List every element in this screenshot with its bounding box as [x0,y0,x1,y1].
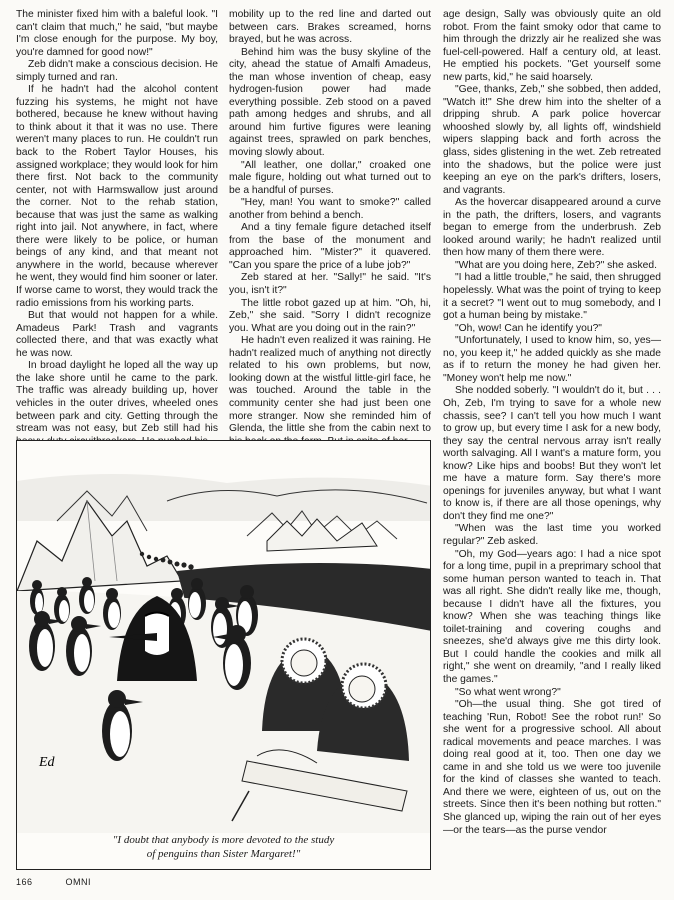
paragraph: The little robot gazed up at him. "Oh, hi, Zeb," she said. "Sorry I didn't recognize you. What are you doing out in the rain?" [229,297,431,334]
article-column-2 [229,9,431,448]
cartoon-caption [17,833,430,861]
cartoon-illustration [17,441,431,870]
page-footer [16,877,121,887]
iceberg-right [267,519,377,551]
article-column-3 [443,9,661,837]
page-number: 166 [16,877,33,887]
paragraph: "What are you doing here, Zeb?" she asked. [455,259,657,271]
artist-signature: Ed [39,755,55,770]
paragraph: He hadn't even realized it was raining. He hadn't realized much of anything not directly related to his own problems, but now, looking down at the wistful little-girl face, he was touched. Around the table in the community center she had just been one more stranger. Now she reminded him of Glenda, the little she from the cabin next to [229,335,431,435]
paragraph: "I had a little trouble," he said, then shrugged hopelessly. What was the point of trying to keep it a secret? "I went out to mug somebody, and I got a human being by mistake." [443,272,661,322]
paragraph: Zeb didn't make a conscious decision. He simply turned and ran. [16,59,218,83]
paragraph: "Unfortunately, I used to know him, so, yes—no, you keep it," he added quickly as she made as if to return the money he had given her. "Money won't help me now." [443,335,661,384]
caption-line: of penguins than Sister Margaret!" [146,848,301,860]
article-column-1 [16,9,218,448]
paragraph: In broad daylight he loped all the way up the lake shore until he came to the park. The traffic was already building up, hover vehicles in the outer drives, wheeled ones between park and city. Getting through the stream was not easy, but Zeb still had his [16,360,218,435]
paragraph: "All leather, one dollar," croaked one male figure, holding out what turned out to be a handful of purses. [229,159,431,196]
paragraph: She nodded soberly. "I wouldn't do it, but . . . Oh, Zeb, I'm trying to save for a whole new chassis, see? I can't tell you how much I want to grow up, but every time I ask for a new body, they say the central nervous array isn't really worth salvaging. All I want's a mature form, you know? Like hips and boobs! But they won't let me have a mature form. Say there's more openings for juveniles anyway, but what I want to know is, if there are all those openings, why don't they find me one?" [443,385,661,522]
paragraph: Behind him was the busy skyline of the city, ahead the statue of Amalfi Amadeus, the man whose invention of cheap, easy hydrogen-fusion power had made everything possible. Zeb stood on a paved path among hedges and shrubs, and all around him furtive figures were leaning against trees, sprawled on park benches, moving slowly about. [229,46,431,159]
paragraph: "Oh, wow! Can he identify you?" [455,322,602,334]
paragraph: The minister fixed him with a baleful look. "I can't claim that much," he said, "but maybe I'm close enough for the purpose. My boy, you're damned for good now!" [16,9,218,58]
paragraph: "Gee, thanks, Zeb," she sobbed, then added, "Watch it!" She drew him into the shelter of a dripping shrub. A park police hovercar whooshed slowly by, all lights off, windshield wipers slapping back and forth across the glass, sides glistening in the wet. Zeb retreated into the shadows, but the police were just keeping an eye on the park's drifters, losers, and vagrants. [443,84,661,196]
caption-line: "I doubt that anybody is more devoted to the study [112,834,335,846]
paragraph: "Oh, my God—years ago: I had a nice spot for a long time, pupil in a preprimary school that some human person wanted to teach in. That was all right. She didn't really like me, though, because I didn't have all the fixtures, you know? When she was teaching things like toilet-training and covering coughs and sneezes, she'd always give me this dirty look. But I could handle the cookies and milk all right," she went on dreamily, "and I really liked the games." [443,548,661,685]
paragraph: "Hey, man! You want to smoke?" called another from behind a bench. [229,197,431,221]
paragraph: But that would not happen for a while. Amadeus Park! Trash and vagrants collected there, and that was exactly what he was now. [16,310,218,359]
paragraph: age design, Sally was obviously quite an old robot. From the faint smoky odor that came to him through the drizzly air he realized she was fuel-cell-powered. Half a century old, at least. He emptied his pockets. "Get yourself some new parts, kid," he said hoarsely. [443,9,661,83]
paragraph: And a tiny female figure detached itself from the base of the monument and approached him. "Mister?" it quavered. "Can you spare the price of a lube job?" [229,222,431,271]
paragraph: "So what went wrong?" [455,686,561,698]
paragraph: Zeb stared at her. "Sally!" he said. "It's you, isn't it?" [229,272,431,297]
magazine-name: OMNI [65,877,92,887]
paragraph: If he hadn't had the alcohol content fuzzing his systems, he might not have bothered, because he knew without having to think about it that it was no use. There weren't many places to run. He couldn't run back to the Robert Taylor Houses, his assigned workplace; they would look for him there first. Not back to the community center, not with Harmswallow just around the corner. Not to the rehab station, because that was just the same as walking right into jail. Not anywhere, in fact, where there were likely to be police, or human beings of any kind, and that meant not anywhere in the world, because wherever he went, they would find him sooner or later. If worse came to worst, they would track the radio emissions from his working parts. [16,84,218,309]
paragraph: "Oh—the usual thing. She got tired of teaching 'Run, Robot! See the robot run!' So she went for a progressive school. All about radical movements and peace marches. I was doing real good at it, too. Then one day we came in and she told us we were too juvenile for the kind of classes she wanted to teach. And there we were, eighteen of us, out on the streets. Since then it's been nothing but rotten." She glanced up, wiping the rain out of her eyes—or the tears—as the purse vendor [443,699,661,836]
penguin-cartoon [16,440,431,870]
paragraph: mobility up to the red line and darted out between cars. Brakes screamed, horns brayed, but he was across. [229,9,431,46]
paragraph: As the hovercar disappeared around a curve in the path, the drifters, losers, and vagrants began to emerge from the underbrush. Zeb looked around warily; he hadn't realized until then how many of them there were. [443,197,661,259]
paragraph: "When was the last time you worked regular?" Zeb asked. [443,523,661,547]
